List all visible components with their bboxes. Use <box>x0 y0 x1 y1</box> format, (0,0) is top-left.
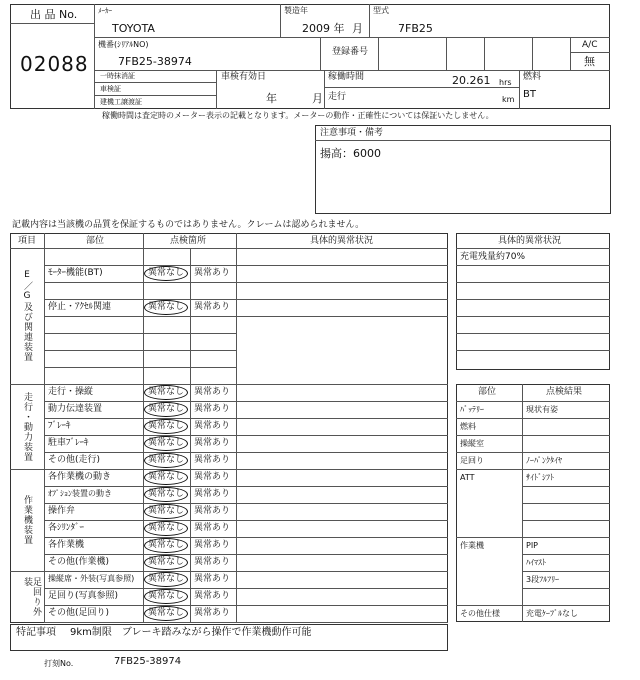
model-label: 型式 <box>373 6 389 15</box>
result-row-value: ｻｲﾄﾞｼﾌﾄ <box>526 473 554 482</box>
special-text: 9km制限 ブレーキ踏みながら操作で作業機動作可能 <box>70 627 312 638</box>
ac-label: A/C <box>582 40 598 50</box>
hours-label: 稼働時間 <box>328 72 365 82</box>
ok-option[interactable]: 異常なし <box>148 523 185 533</box>
ng-option[interactable]: 異常あり <box>194 438 231 448</box>
travel-label: 走行 <box>328 92 347 102</box>
result-row-value: 現状有姿 <box>526 405 558 414</box>
ok-option[interactable]: 異常なし <box>148 506 185 516</box>
remarks-box <box>315 125 611 214</box>
table-row-part: 走行・操縦 <box>48 387 94 397</box>
group-label: 足回り外装 <box>22 577 41 617</box>
result-row-part: 足回り <box>460 456 484 465</box>
ng-option[interactable]: 異常あり <box>194 268 231 278</box>
ng-option[interactable]: 異常あり <box>194 506 231 516</box>
table-row-part: 動力伝達装置 <box>48 404 103 414</box>
lot-number: 02088 <box>20 52 89 76</box>
special-label: 特記事項 <box>16 627 56 638</box>
ng-option[interactable]: 異常あり <box>194 608 231 618</box>
result-row-part: 作業機 <box>460 541 484 550</box>
table-row-part: 各ｼﾘﾝﾀﾞｰ <box>48 523 85 533</box>
table-row-part: 操縦席・外装(写真参照) <box>48 574 135 583</box>
result-row-part: その他仕様 <box>460 609 500 618</box>
ok-circle-mark <box>144 419 188 434</box>
table-row-part: 駐車ﾌﾞﾚｰｷ <box>48 438 89 448</box>
table-row-part: ﾌﾞﾚｰｷ <box>48 421 71 431</box>
ac-value: 無 <box>584 55 595 68</box>
ok-circle-mark <box>144 504 188 519</box>
stamp-label: 打刻No. <box>44 659 74 668</box>
hours-value: 20.261 <box>452 74 491 87</box>
ok-option[interactable]: 異常なし <box>148 387 185 397</box>
ng-option[interactable]: 異常あり <box>194 523 231 533</box>
result-row-part: 燃料 <box>460 422 476 431</box>
remarks-text: 揚高：6000 <box>320 147 381 160</box>
ok-circle-mark <box>144 300 188 315</box>
ng-option[interactable]: 異常あり <box>194 489 231 499</box>
inspection-label: 車検有効日 <box>221 72 267 82</box>
registration-label: 登録番号 <box>332 47 369 57</box>
ok-circle-mark <box>144 589 188 604</box>
ng-option[interactable]: 異常あり <box>194 472 231 482</box>
table-row-part: その他(作業機) <box>48 557 110 567</box>
ok-circle-mark <box>144 606 188 621</box>
result-row-value: 充電ｹｰﾌﾞﾙなし <box>526 609 578 618</box>
ok-option[interactable]: 異常なし <box>148 591 185 601</box>
ng-option[interactable]: 異常あり <box>194 574 231 584</box>
col-check: 点検箇所 <box>170 236 207 246</box>
model-value: 7FB25 <box>398 22 433 35</box>
result-row-part: ATT <box>460 473 475 482</box>
inspection-year: 年 <box>266 92 277 105</box>
result-row-value: ﾊｲﾏｽﾄ <box>526 558 546 567</box>
table-row-part: 操作弁 <box>48 506 76 516</box>
ng-option[interactable]: 異常あり <box>194 455 231 465</box>
table-row-part: 停止・ｱｸｾﾙ関連 <box>48 302 112 312</box>
result-col-part: 部位 <box>478 387 497 397</box>
result-row-value: 3段ﾌﾙﾌﾘｰ <box>526 575 560 584</box>
ok-option[interactable]: 異常なし <box>148 302 185 312</box>
serial-value: 7FB25-38974 <box>118 55 192 68</box>
cert-temporary: 一時抹消証 <box>100 72 135 80</box>
group-label: 作業機装置 <box>22 495 32 545</box>
col-part: 部位 <box>86 236 105 246</box>
ok-option[interactable]: 異常なし <box>148 421 185 431</box>
result-col-result: 点検結果 <box>546 387 583 397</box>
right-detail-header: 具体的異常状況 <box>498 236 562 246</box>
serial-label: 機番(ｼﾘｱﾙNO) <box>98 40 149 49</box>
travel-unit: km <box>502 95 515 104</box>
ng-option[interactable]: 異常あり <box>194 387 231 397</box>
fuel-label: 燃料 <box>523 72 542 82</box>
ok-circle-mark <box>144 402 188 417</box>
table-row-part: 足回り(写真参照) <box>48 591 119 601</box>
ng-option[interactable]: 異常あり <box>194 404 231 414</box>
col-detail: 具体的異常状況 <box>310 236 374 246</box>
hours-note: 稼働時間は査定時のメーター表示の記載となります。メーターの動作・正確性については保証いたしません。 <box>102 111 494 120</box>
ok-circle-mark <box>144 266 188 281</box>
table-row-part: ﾓｰﾀｰ機能(BT) <box>48 268 103 278</box>
ok-option[interactable]: 異常なし <box>148 608 185 618</box>
ok-option[interactable]: 異常なし <box>148 489 185 499</box>
inspection-month: 月 <box>312 92 323 105</box>
result-row-part: 操縦室 <box>460 439 484 448</box>
table-row-part: ｵﾌﾟｼｮﾝ装置の動き <box>48 489 112 498</box>
ok-circle-mark <box>144 521 188 536</box>
ng-option[interactable]: 異常あり <box>194 421 231 431</box>
disclaimer: 記載内容は当該機の品質を保証するものではありません。クレームは認められません。 <box>12 220 365 230</box>
month-label: 月 <box>352 22 363 35</box>
ok-circle-mark <box>144 453 188 468</box>
col-item: 項目 <box>18 236 37 246</box>
result-row-value: PIP <box>526 541 539 550</box>
ok-circle-mark <box>144 385 188 400</box>
cert-transfer: 建機工譲渡証 <box>100 98 142 106</box>
table-row-part: その他(走行) <box>48 455 101 465</box>
ok-option[interactable]: 異常なし <box>148 404 185 414</box>
ok-circle-mark <box>144 470 188 485</box>
group-label: E／G及び関連装置 <box>22 270 32 362</box>
ng-option[interactable]: 異常あり <box>194 302 231 312</box>
ok-option[interactable]: 異常なし <box>148 557 185 567</box>
table-row-part: その他(足回り) <box>48 608 110 618</box>
ok-circle-mark <box>144 487 188 502</box>
right-detail-text: 充電残量約70% <box>460 252 526 262</box>
stamp-value: 7FB25-38974 <box>114 656 182 667</box>
result-row-value: ﾉｰﾊﾟﾝｸﾀｲﾔ <box>526 456 562 465</box>
hours-unit: hrs <box>499 78 512 87</box>
group-label: 走行・動力装置 <box>22 391 32 462</box>
ok-option[interactable]: 異常なし <box>148 438 185 448</box>
fuel-value: BT <box>523 89 536 100</box>
table-row-part: 各作業機の動き <box>48 472 112 482</box>
ok-option[interactable]: 異常なし <box>148 455 185 465</box>
maker-value: TOYOTA <box>112 22 155 35</box>
ok-option[interactable]: 異常なし <box>148 268 185 278</box>
maker-label: ﾒｰｶｰ <box>98 7 112 15</box>
cert-vehicle: 車検証 <box>100 85 121 93</box>
ok-circle-mark <box>144 555 188 570</box>
ok-option[interactable]: 異常なし <box>148 574 185 584</box>
ok-circle-mark <box>144 436 188 451</box>
table-row-part: 各作業機 <box>48 540 85 550</box>
ok-option[interactable]: 異常なし <box>148 472 185 482</box>
remarks-label: 注意事項・備考 <box>320 128 384 138</box>
ng-option[interactable]: 異常あり <box>194 557 231 567</box>
lot-label: 出 品 No. <box>30 8 78 21</box>
ok-option[interactable]: 異常なし <box>148 540 185 550</box>
ng-option[interactable]: 異常あり <box>194 591 231 601</box>
year-label: 製造年 <box>284 6 308 15</box>
year-value: 2009 年 <box>302 22 345 35</box>
ng-option[interactable]: 異常あり <box>194 540 231 550</box>
ok-circle-mark <box>144 572 188 587</box>
header-frame <box>10 4 610 109</box>
ok-circle-mark <box>144 538 188 553</box>
result-row-part: ﾊﾞｯﾃﾘｰ <box>460 405 484 414</box>
